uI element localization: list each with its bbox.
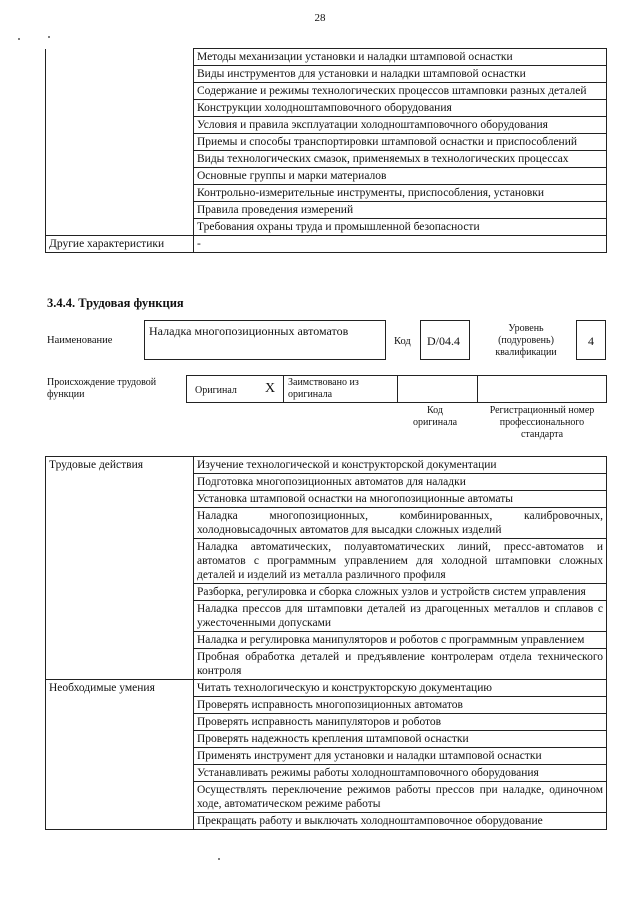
skill-item: Применять инструмент для установки и наладки штамповой оснастки bbox=[194, 748, 607, 765]
scan-mark bbox=[218, 858, 220, 860]
required-skills-label: Необходимые умения bbox=[46, 680, 194, 830]
knowledge-item: Правила проведения измерений bbox=[194, 202, 607, 219]
function-name-box bbox=[144, 320, 386, 360]
scan-mark bbox=[48, 36, 50, 38]
labor-actions-label: Трудовые действия bbox=[46, 457, 194, 680]
scan-mark bbox=[18, 38, 20, 40]
knowledge-item: Содержание и режимы технологических процессов штамповки разных деталей bbox=[194, 83, 607, 100]
knowledge-label-cell bbox=[46, 49, 194, 236]
knowledge-item: Виды технологических смазок, применяемых в технологических процессах bbox=[194, 151, 607, 168]
original-label: Оригинал bbox=[195, 385, 237, 396]
origin-code-caption: Код оригинала bbox=[412, 405, 458, 428]
knowledge-item: Условия и правила эксплуатации холодноштамповочного оборудования bbox=[194, 117, 607, 134]
labor-action-item: Установка штамповой оснастки на многопозиционные автоматы bbox=[194, 491, 607, 508]
labor-action-item: Наладка многопозиционных, комбинированных, калибровочных, холодновысадочных автоматов для высадки сложных изделий bbox=[194, 508, 607, 539]
skill-item: Проверять исправность манипуляторов и роботов bbox=[194, 714, 607, 731]
origin-label: Происхождение трудовой функции bbox=[47, 377, 157, 400]
origin-row bbox=[186, 375, 607, 403]
knowledge-item: Приемы и способы транспортировки штамповой оснастки и приспособлений bbox=[194, 134, 607, 151]
skill-item: Проверять надежность крепления штамповой оснастки bbox=[194, 731, 607, 748]
name-label: Наименование bbox=[47, 335, 113, 346]
borrowed-label: Заимствовано из оригинала bbox=[288, 377, 359, 400]
labor-action-item: Пробная обработка деталей и предъявление контролерам отдела технического контроля bbox=[194, 649, 607, 680]
skill-item: Осуществлять переключение режимов работы прессов при наладке, одиночном ходе, автоматическом режиме работы bbox=[194, 782, 607, 813]
level-label: Уровень (подуровень) квалификации bbox=[495, 323, 557, 358]
labor-action-item: Подготовка многопозиционных автоматов для наладки bbox=[194, 474, 607, 491]
code-box bbox=[420, 320, 470, 360]
code-value: D/04.4 bbox=[427, 334, 460, 348]
knowledge-item: Требования охраны труда и промышленной безопасности bbox=[194, 219, 607, 236]
labor-action-item: Разборка, регулировка и сборка сложных узлов и устройств систем управления bbox=[194, 584, 607, 601]
labor-action-item: Наладка прессов для штамповки деталей из драгоценных металлов и сплавов с ужесточенными допусками bbox=[194, 601, 607, 632]
level-value: 4 bbox=[588, 334, 594, 348]
knowledge-item: Виды инструментов для установки и наладки штамповой оснастки bbox=[194, 66, 607, 83]
skill-item: Устанавливать режимы работы холодноштамповочного оборудования bbox=[194, 765, 607, 782]
knowledge-item: Основные группы и марки материалов bbox=[194, 168, 607, 185]
knowledge-item: Методы механизации установки и наладки штамповой оснастки bbox=[194, 49, 607, 66]
other-characteristics-value: - bbox=[194, 236, 607, 253]
other-characteristics-label: Другие характеристики bbox=[46, 236, 194, 253]
level-box bbox=[576, 320, 606, 360]
labor-action-item: Наладка и регулировка манипуляторов и роботов с программным управлением bbox=[194, 632, 607, 649]
function-table bbox=[45, 456, 607, 830]
code-label: Код bbox=[394, 336, 411, 347]
function-name-value: Наладка многопозиционных автоматов bbox=[149, 324, 349, 338]
labor-action-item: Изучение технологической и конструкторской документации bbox=[194, 457, 607, 474]
section-heading: 3.4.4. Трудовая функция bbox=[47, 296, 184, 310]
original-mark: X bbox=[265, 381, 276, 396]
knowledge-table bbox=[45, 48, 607, 253]
knowledge-item: Конструкции холодноштамповочного оборудования bbox=[194, 100, 607, 117]
skill-item: Читать технологическую и конструкторскую документацию bbox=[194, 680, 607, 697]
labor-action-item: Наладка автоматических, полуавтоматических линий, пресс-автоматов и автоматов с программным управлением для холодной штамповки сложных деталей и изделий из металла различного профиля bbox=[194, 539, 607, 584]
knowledge-item: Контрольно-измерительные инструменты, приспособления, установки bbox=[194, 185, 607, 202]
reg-number-caption: Регистрационный номер профессионального стандарта bbox=[489, 405, 595, 440]
skill-item: Проверять исправность многопозиционных автоматов bbox=[194, 697, 607, 714]
page-number: 28 bbox=[314, 12, 326, 24]
skill-item: Прекращать работу и выключать холодноштамповочное оборудование bbox=[194, 813, 607, 830]
